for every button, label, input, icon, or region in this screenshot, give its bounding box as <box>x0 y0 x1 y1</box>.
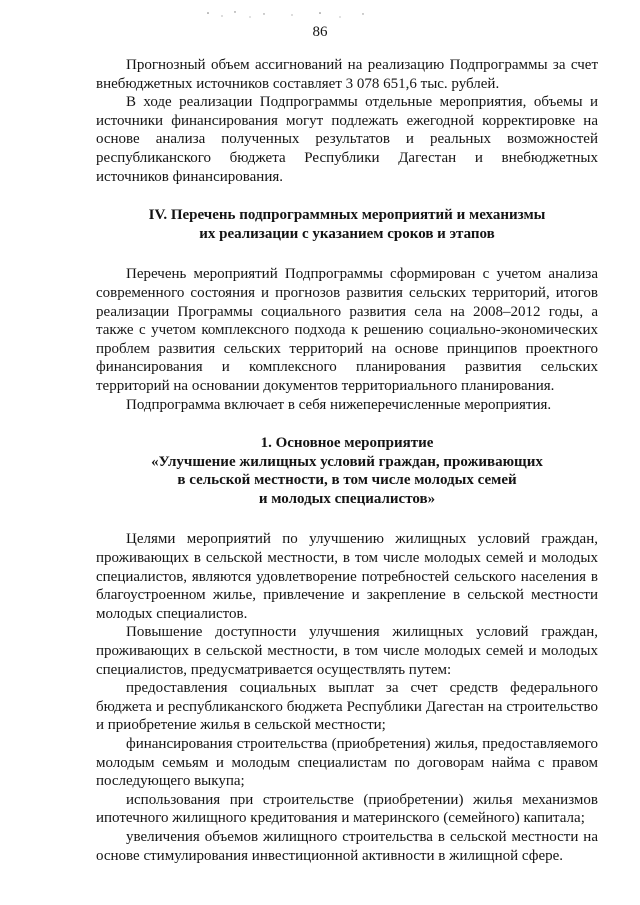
paragraph-budget-volume: Прогнозный объем ассигнований на реализацию Подпрограммы за счет внебюджетных источников составляет 3 078 651,6 тыс. рублей. <box>96 57 598 92</box>
paragraph-measures-list: Перечень мероприятий Подпрограммы сформирован с учетом анализа современного состояния и прогнозов развития сельских территорий, итогов реализации Программы социального развития села на 2008–2012 годы, а также с учетом комплексного подхода к решению социально-экономических проблем развития сельских территорий на основе принципов проектного финансирования и комплексного планирования развития сельских территорий на основании документов территориального планирования. <box>96 266 598 394</box>
paragraph-goals: Целями мероприятий по улучшению жилищных условий граждан, проживающих в сельской местности, в том числе молодых семей и молодых специалистов, являются удовлетворение потребностей сельского населения в благоустроенном жилье, привлечение и закрепление в сельской местности молодых специалистов. <box>96 531 598 622</box>
list-item-mortgage: использования при строительстве (приобретении) жилья механизмов ипотечного жилищного кредитования и материнского (семейного) капитала; <box>96 791 598 827</box>
section-heading-line: IV. Перечень подпрограммных мероприятий и механизмы <box>148 207 546 224</box>
list-item-social-payments: предоставления социальных выплат за счет средств федерального бюджета и республиканского бюджета Республики Дагестан на строительство и приобретение жилья в сельской местности; <box>96 680 598 734</box>
measure-heading-line: 1. Основное мероприятие <box>260 435 434 452</box>
paragraph-accessibility: Повышение доступности улучшения жилищных условий граждан, проживающих в сельской местности, в том числе молодых семей и молодых специалистов, предусматривается осуществлять путем: <box>96 624 598 678</box>
page-number: 86 <box>312 24 328 40</box>
measure-heading <box>96 434 598 508</box>
list-item-construction-volume: увеличения объемов жилищного строительства в сельской местности на основе стимулирования инвестиционной активности в жилищной сфере. <box>96 828 598 864</box>
page-body <box>96 56 598 865</box>
paragraph-adjustment: В ходе реализации Подпрограммы отдельные мероприятия, объемы и источники финансирования могут подлежать ежегодной корректировке на основе анализа полученных результатов и реальных возможностей республиканского бюджета Республики Дагестан и внебюджетных источников финансирования. <box>96 94 598 185</box>
measure-heading-line: в сельской местности, в том числе молодых семей <box>177 472 517 489</box>
measure-heading-line: и молодых специалистов» <box>258 490 436 507</box>
section-heading <box>96 206 598 243</box>
measure-heading-line: «Улучшение жилищных условий граждан, проживающих <box>151 453 543 470</box>
section-heading-line: их реализации с указанием сроков и этапов <box>199 225 495 242</box>
paragraph-includes: Подпрограмма включает в себя нижеперечисленные мероприятия. <box>126 396 552 413</box>
list-item-rental-financing: финансирования строительства (приобретения) жилья, предоставляемого молодым семьям и молодым специалистам по договорам найма с правом последующего выкупа; <box>96 736 598 790</box>
scan-artifact <box>200 8 380 22</box>
